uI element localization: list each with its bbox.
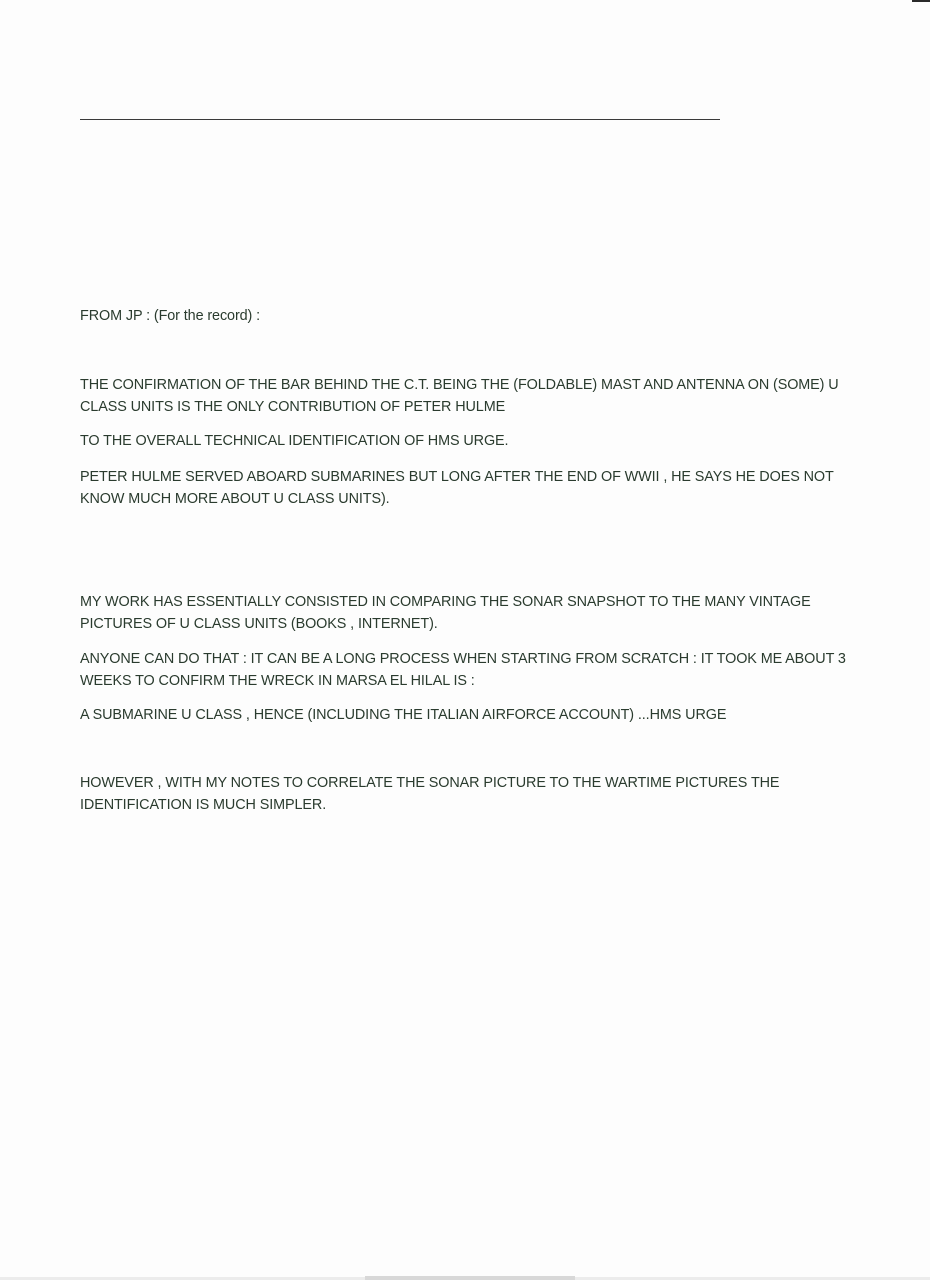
paragraph-anyone-can: ANYONE CAN DO THAT : IT CAN BE A LONG PROCESS WHEN STARTING FROM SCRATCH : IT TOOK ME ABOUT 3 WEEKS TO CONFIRM THE WRECK IN MARSA EL HILAL IS : — [80, 651, 846, 689]
header-rule — [80, 119, 720, 120]
paragraph-submarine-u-class: A SUBMARINE U CLASS , HENCE (INCLUDING THE ITALIAN AIRFORCE ACCOUNT) ...HMS URGE — [80, 707, 727, 723]
scan-corner-mark — [912, 0, 930, 2]
paragraph-peter-hulme: PETER HULME SERVED ABOARD SUBMARINES BUT LONG AFTER THE END OF WWII , HE SAYS HE DOES NOT KNOW MUCH MORE ABOUT U CLASS UNITS). — [80, 469, 834, 507]
paragraph-however: HOWEVER , WITH MY NOTES TO CORRELATE THE SONAR PICTURE TO THE WARTIME PICTURES THE IDENTIFICATION IS MUCH SIMPLER. — [80, 775, 780, 813]
paragraph-confirmation: THE CONFIRMATION OF THE BAR BEHIND THE C.T. BEING THE (FOLDABLE) MAST AND ANTENNA ON (SOME) U CLASS UNITS IS THE ONLY CONTRIBUTION OF PETER HULME — [80, 377, 839, 415]
paragraph-technical-identification: TO THE OVERALL TECHNICAL IDENTIFICATION OF HMS URGE. — [80, 433, 509, 449]
scan-bottom-tab — [365, 1276, 575, 1280]
paragraph-my-work: MY WORK HAS ESSENTIALLY CONSISTED IN COMPARING THE SONAR SNAPSHOT TO THE MANY VINTAGE PICTURES OF U CLASS UNITS (BOOKS , INTERNET). — [80, 594, 811, 632]
paragraph-from-jp: FROM JP : (For the record) : — [80, 308, 261, 324]
